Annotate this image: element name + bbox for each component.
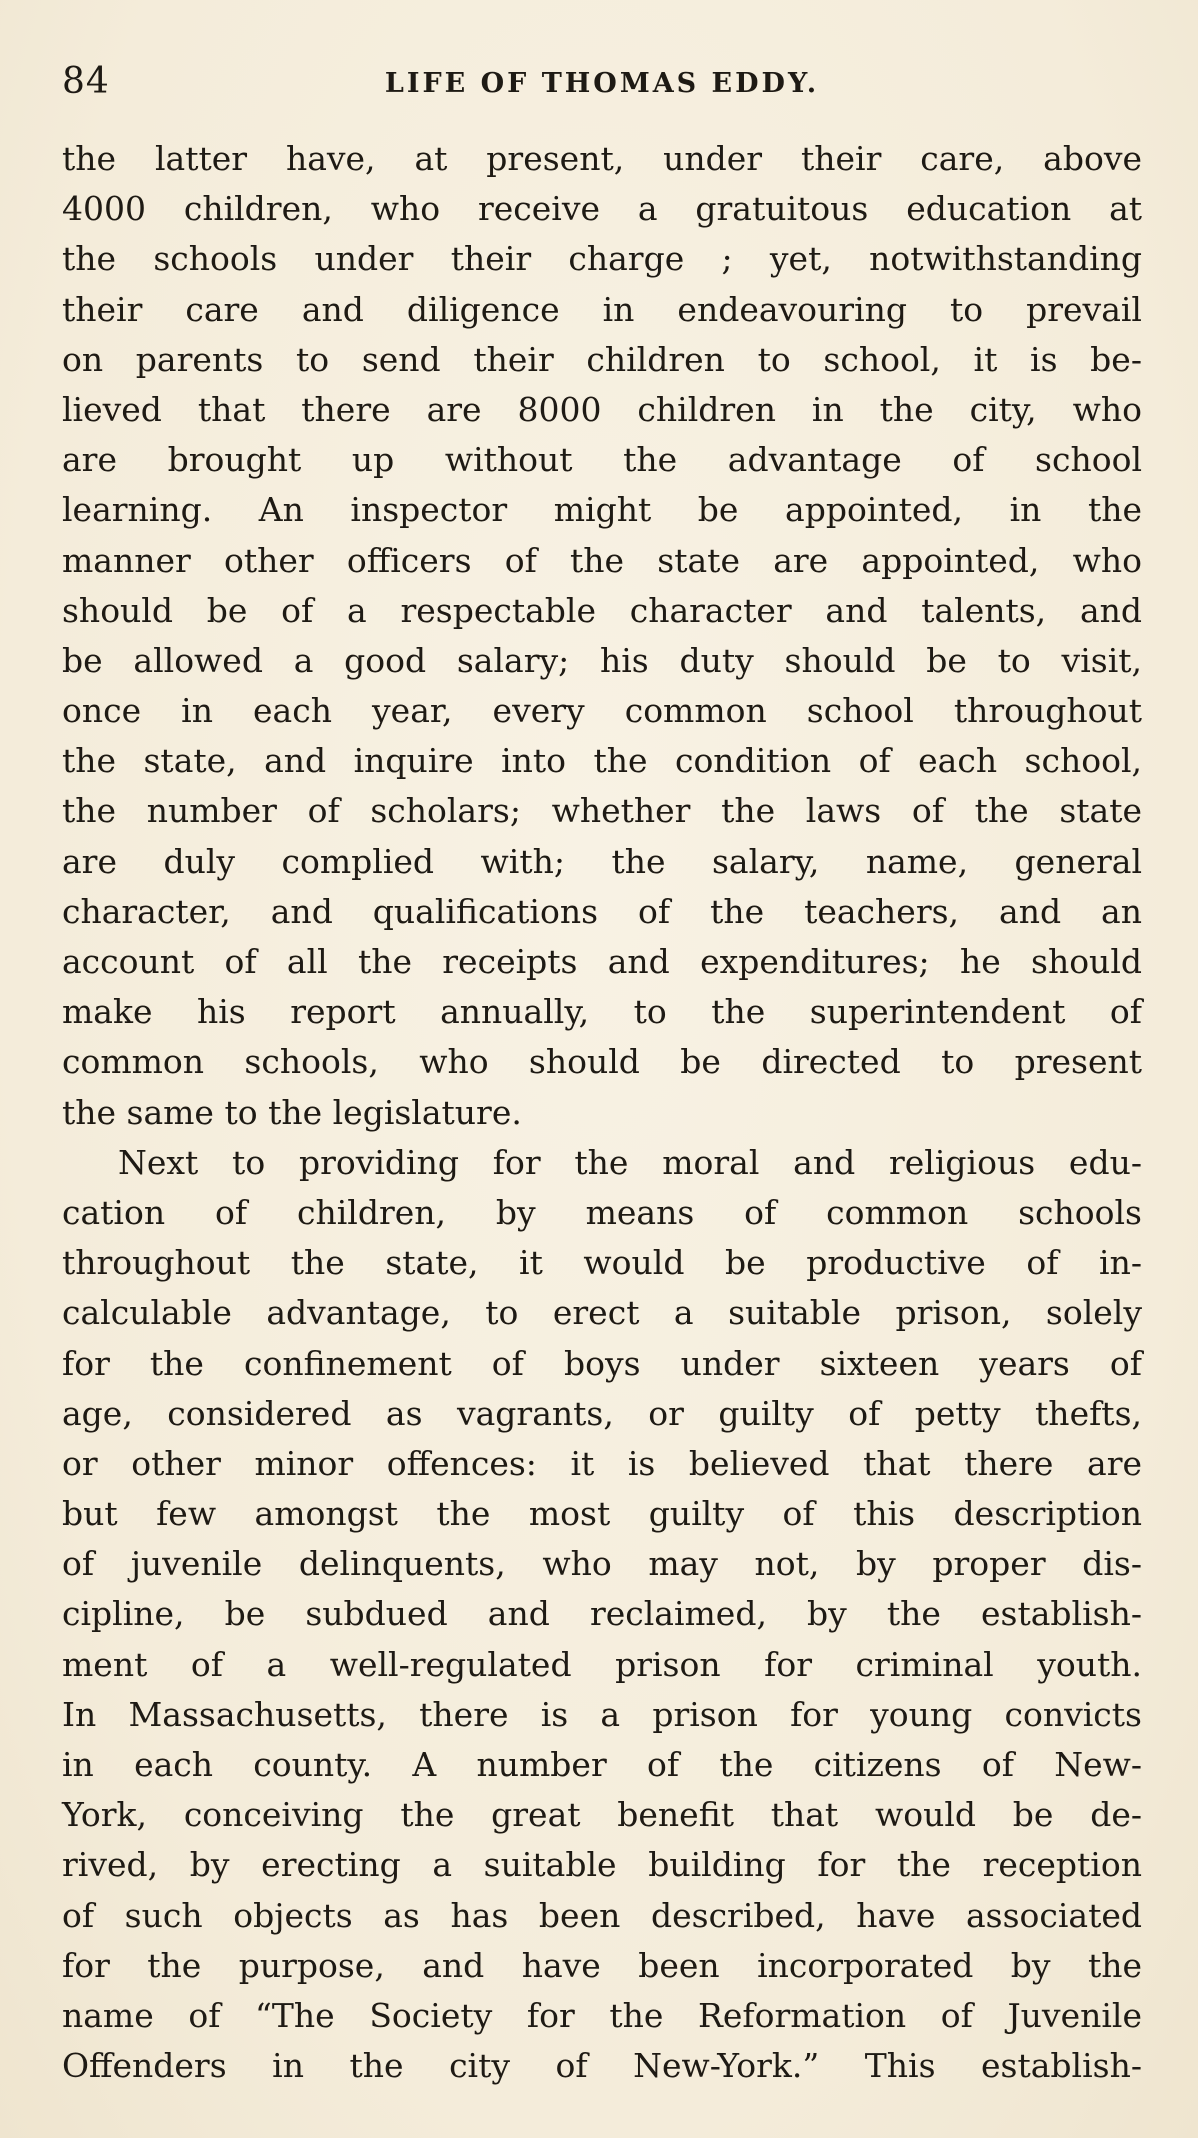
page-number: 84 (62, 61, 110, 102)
text-line: Offenders in the city of New-York.” This establish- (62, 2046, 1142, 2086)
text-line: their care and diligence in endeavouring to prevail (62, 289, 1142, 329)
text-line: are brought up without the advantage of school (62, 440, 1142, 480)
text-line: but few amongst the most guilty of this description (62, 1494, 1142, 1534)
text-line: or other minor offences: it is believed that there are (62, 1443, 1142, 1483)
text-line: the state, and inquire into the condition of each school, (62, 741, 1142, 781)
text-line: the schools under their charge ; yet, notwithstanding (62, 239, 1142, 279)
text-line: rived, by erecting a suitable building for the reception (62, 1845, 1142, 1885)
text-line: on parents to send their children to school, it is be- (62, 339, 1142, 379)
text-line: account of all the receipts and expenditures; he should (62, 942, 1142, 981)
text-line: cation of children, by means of common schools (62, 1192, 1142, 1232)
text-line: calculable advantage, to erect a suitable prison, solely (62, 1293, 1142, 1333)
text-line: manner other officers of the state are appointed, who (62, 540, 1142, 580)
text-line: in each county. A number of the citizens of New- (62, 1745, 1142, 1784)
text-line: the number of scholars; whether the laws of the state (62, 791, 1142, 831)
text-line: common schools, who should be directed to present (62, 1042, 1142, 1082)
text-line: age, considered as vagrants, or guilty of petty thefts, (62, 1393, 1142, 1433)
text-line: lieved that there are 8000 children in the city, who (62, 389, 1142, 429)
body-text (62, 134, 1142, 2091)
text-line: 4000 children, who receive a gratuitous education at (62, 189, 1142, 229)
text-line: once in each year, every common school throughout (62, 691, 1142, 731)
text-line: for the purpose, and have been incorporated by the (62, 1945, 1142, 1985)
text-line: cipline, be subdued and reclaimed, by the establish- (62, 1594, 1142, 1634)
text-line: make his report annually, to the superintendent of (62, 992, 1142, 1032)
text-line: for the confinement of boys under sixteen years of (62, 1343, 1142, 1383)
text-line: of such objects as has been described, have associated (62, 1895, 1142, 1935)
text-line: ment of a well-regulated prison for criminal youth. (62, 1644, 1142, 1684)
text-line: In Massachusetts, there is a prison for young convicts (62, 1694, 1142, 1734)
text-line: York, conceiving the great benefit that would be de- (62, 1795, 1142, 1835)
text-line: learning. An inspector might be appointed, in the (62, 490, 1142, 530)
text-line: the same to the legislature. (62, 1092, 522, 1132)
text-line: are duly complied with; the salary, name, general (62, 841, 1142, 881)
text-line: name of “The Society for the Reformation of Juvenile (62, 1995, 1142, 2035)
text-line: of juvenile delinquents, who may not, by proper dis- (62, 1544, 1142, 1584)
page-header (62, 56, 1142, 108)
text-line: character, and qualifications of the teachers, and an (62, 891, 1142, 931)
text-line: Next to providing for the moral and religious edu- (118, 1142, 1142, 1182)
text-line: the latter have, at present, under their care, above (62, 139, 1142, 178)
text-line: throughout the state, it would be productive of in- (62, 1243, 1142, 1283)
text-line: should be of a respectable character and talents, and (62, 590, 1142, 630)
text-line: be allowed a good salary; his duty should be to visit, (62, 640, 1142, 680)
running-head: LIFE OF THOMAS EDDY. (384, 68, 820, 99)
